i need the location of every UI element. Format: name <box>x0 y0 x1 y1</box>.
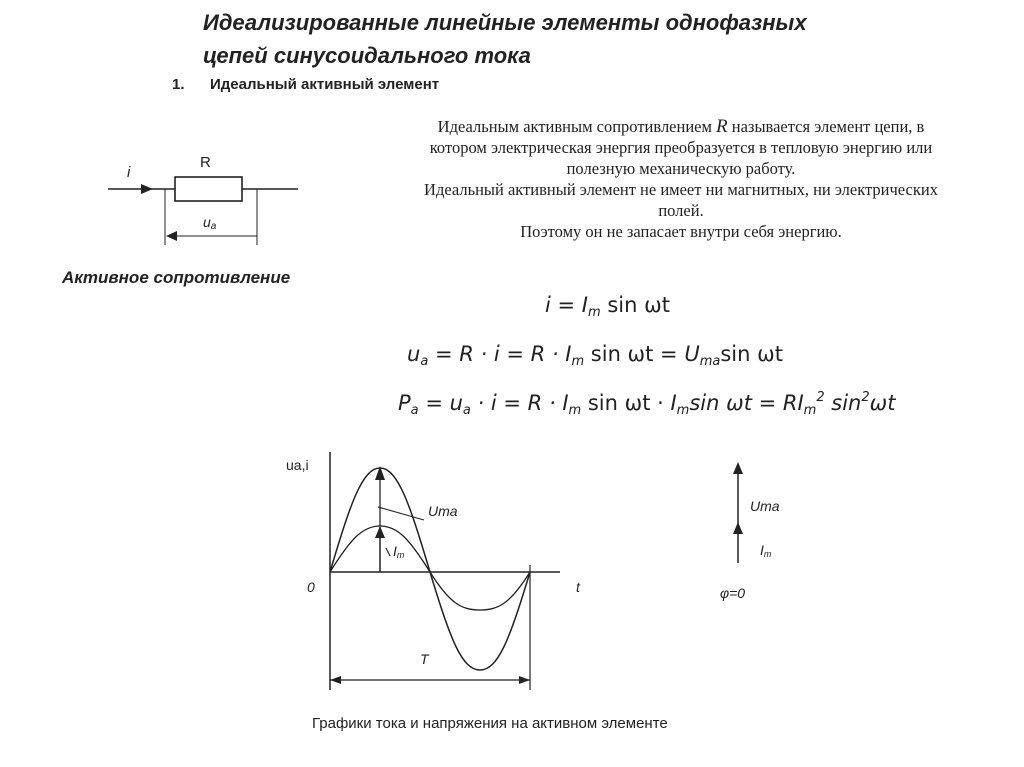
period-arrow-right <box>519 676 530 684</box>
f3-sq1: 2 <box>816 390 825 405</box>
f3-I1: I <box>562 391 569 415</box>
title-line-2: цепей синусоидального тока <box>203 43 531 68</box>
f1-I: I <box>581 293 588 317</box>
f3-m2: m <box>676 403 690 418</box>
f2-U: U <box>684 342 700 366</box>
phasor-im-label <box>760 542 772 559</box>
f1-eq: = <box>550 293 582 317</box>
voltage-label-sub: a <box>210 221 217 232</box>
f3-p2: · i = R · <box>470 391 563 415</box>
f2-u: u <box>407 342 421 366</box>
f2-p2: sin ωt = <box>584 342 685 366</box>
t-axis-label: t <box>576 579 580 595</box>
phasor-im-arrow-head <box>733 522 743 534</box>
f2-ma: ma <box>699 354 721 369</box>
f2-p3: sin ωt <box>720 342 783 366</box>
description-line-1-start: Идеальным активным сопротивлением <box>437 117 717 136</box>
period-label: T <box>420 651 429 667</box>
phasor-uma-label: Uma <box>750 498 780 514</box>
y-axis-label: uа,i <box>286 457 309 473</box>
f2-m: m <box>571 354 585 369</box>
f3-p3: sin ωt · <box>581 391 671 415</box>
f2-I: I <box>565 342 572 366</box>
f2-p1: = R · i = R · <box>428 342 566 366</box>
resistance-symbol: R <box>716 116 728 137</box>
f3-p5: sin <box>824 391 862 415</box>
graph-caption: Графики тока и напряжения на активном элементе <box>312 715 668 732</box>
section-heading: Идеальный активный элемент <box>210 76 440 93</box>
f3-m3: m <box>803 403 817 418</box>
f1-rest: sin ωt <box>607 293 670 317</box>
f1-m: m <box>588 305 601 320</box>
phasor-im-main: I <box>760 542 764 558</box>
current-curve <box>330 526 530 610</box>
f2-a: a <box>420 354 429 369</box>
phasor-im-sub: m <box>763 549 772 559</box>
graph-im-main: I <box>393 543 397 559</box>
voltage-curve <box>330 468 530 670</box>
graph-im-sub: m <box>396 550 405 560</box>
voltage-label-main: u <box>203 214 211 230</box>
f3-a1: a <box>410 403 419 418</box>
origin-label: 0 <box>307 579 315 595</box>
f3-m1: m <box>568 403 582 418</box>
f3-u: u <box>449 391 463 415</box>
f3-a2: a <box>462 403 471 418</box>
phasor-diagram <box>720 462 780 601</box>
description-line-3: полезную механическую работу. <box>566 159 796 178</box>
graph-uma-label: Uma <box>428 503 458 519</box>
f3-sq2: 2 <box>861 390 870 405</box>
phasor-uma-arrow-head <box>733 462 743 474</box>
f1-lhs: i <box>545 293 551 317</box>
phase-label: φ=0 <box>720 585 746 601</box>
im-pointer-line <box>386 548 390 556</box>
f3-I2: I <box>670 391 677 415</box>
circuit-caption: Активное сопротивление <box>62 268 291 287</box>
description-line-5: полей. <box>658 201 704 220</box>
description-line-4: Идеальный активный элемент не имеет ни магнитных, ни электрических <box>424 180 938 199</box>
im-arrow-head <box>375 526 385 538</box>
f3-P: P <box>398 391 411 415</box>
graph-im-label <box>393 543 405 560</box>
description-line-6: Поэтому он не запасает внутри себя энергию. <box>520 222 842 241</box>
description-line-2: котором электрическая энергия преобразуется в тепловую энергию или <box>429 138 933 157</box>
description-line-1-end: называется элемент цепи, в <box>727 117 925 136</box>
f3-p1: = <box>418 391 450 415</box>
period-arrow-left <box>330 676 341 684</box>
section-number: 1. <box>172 76 185 93</box>
resistor-label: R <box>200 154 211 171</box>
f3-p6: ωt <box>869 391 896 415</box>
current-label: i <box>127 164 131 181</box>
f3-p4: sin ωt = RI <box>689 391 804 415</box>
title-line-1: Идеализированные линейные элементы однофазных <box>203 10 807 35</box>
uma-pointer-line <box>378 507 424 520</box>
